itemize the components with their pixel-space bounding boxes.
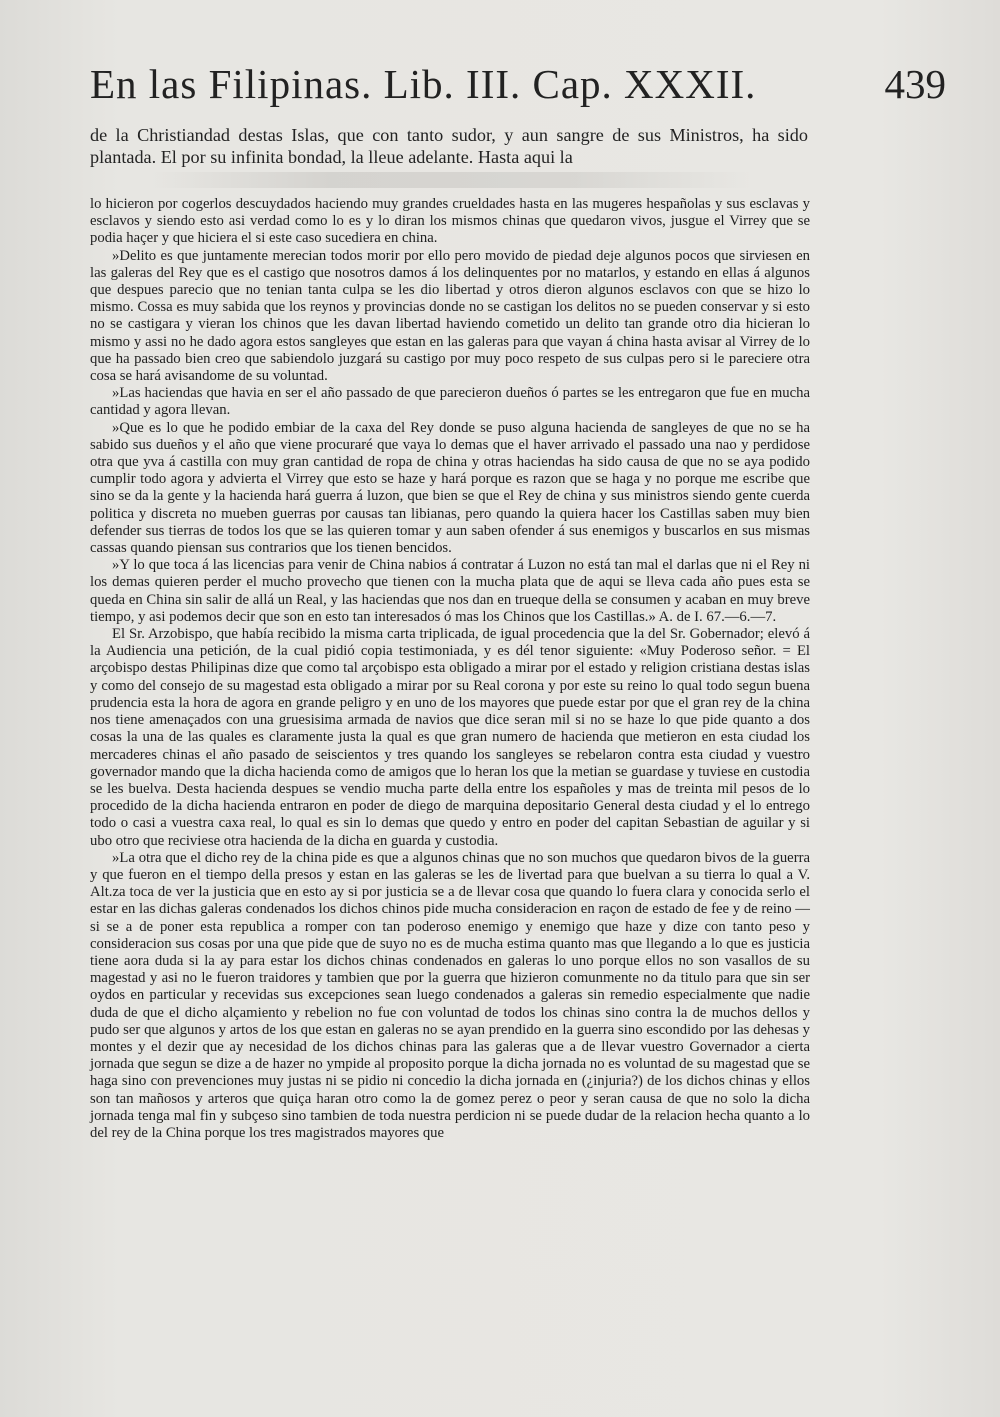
page-number: 439	[884, 61, 946, 107]
paragraph: »Las haciendas que havia en ser el año passado de que parecieron dueños ó partes se les entregaron que fue en mucha cantidad y agora llevan.	[90, 385, 810, 419]
running-title: En las Filipinas. Lib. III. Cap. XXXII.	[90, 61, 757, 107]
paragraph: lo hicieron por cogerlos descuydados haciendo muy grandes crueldades hasta en las mugeres hespañolas y sus esclavas y esclavos y siendo esto asi verdad como lo es y lo diran los mismos chinas que quedaron vivos, jusgue el Virrey que se podia haçer y que hiciera el si este caso sucediera en china.	[90, 196, 810, 247]
paragraph: »Y lo que toca á las licencias para venir de China nabios á contratar á Luzon no está tan mal el darlas que ni el Rey ni los demas quieren perder el mucho provecho que tienen con la mucha plata que de aqui se lleva cada año pues esta se queda en China sin salir de allá un Real, y las haciendas que nos dan en trueque della se consumen y acaban en muy breve tiempo, y asi podemos decir que son en esto tan interesados ó mas los Chinos que los Castillas.» A. de I. 67.—6.—7.	[90, 557, 810, 625]
paragraph: »Que es lo que he podido embiar de la caxa del Rey donde se puso alguna hacienda de sangleyes de que no se ha sabido sus dueños y el año que viene procuraré que vaya lo demas que el haver arrivado el passado una nao y perdidose otra que yva á castilla con muy gran cantidad de ropa de china y otras haciendas ha sido causa de que no se aya podido cumplir todo agora y advierta el Virrey que esto se haze y hará porque es razon que se haga y no porque me escribe que sino se da la gente y la hacienda hará guerra á luzon, que bien se que el Rey de china y sus ministros siendo gente cuerda politica y discreta no mueben guerras por causas tan libianas, pero quando la quiera hacer los Castillas saben muy bien defender sus tierras de todos los que se las quieren tomar y aun saben ofender á sus enemigos y buscarlos en sus mismas cassas quando piensan sus contrarios que los tienen bencidos.	[90, 419, 810, 557]
page-header	[90, 60, 946, 120]
bleed-through-shadow	[150, 172, 750, 188]
paragraph: El Sr. Arzobispo, que había recibido la misma carta triplicada, de igual procedencia que la del Sr. Gobernador; elevó á la Audiencia una petición, de la cual pidió copia testimoniada, y es dél tenor siguiente: «Muy Poderoso señor. = El arçobispo destas Philipinas dize que como tal arçobispo esta obligado a mirar por el estado y religion cristiana destas islas y como del consejo de su magestad esta obligado a mirar por su Real corona y por este su reino lo qual todo segun buena prudencia esta la hora de agora en grande peligro y en uno de los mayores que puede estar por que el gran rey de la china nos tiene amenaçados con una gruesisima armada de navios que dice seran mil si no se haze lo que pide quanto a dos cosas la una de las quales es claramente justa la qual es que gran numero de hacienda que metieron en esta ciudad los mercaderes chinas el año pasado de seiscientos y tres quando los sangleyes se rebelaron contra esta ciudad y vuestro governador mando que la dicha hacienda como de amigos que lo heran los que la metian se guardase y tuviese en custodia se les buelva. Desta hacienda despues se vendio mucha parte della entre los españoles y mas de treinta mil pesos de lo procedido de la dicha hacienda entraron en poder de diego de marquina depositario General desta ciudad y el lo entrego todo o casi a vuestra caxa real, lo qual es sin lo demas que quedo y entro en poder del capitan Sebastian de aguilar y si ubo otro que reciviese otra hacienda de la dicha en guarda y custodia.	[90, 626, 810, 849]
top-paragraph: de la Christiandad destas Islas, que con tanto sudor, y aun sangre de sus Ministros, ha sido plantada. El por su infinita bondad, la lleue adelante. Hasta aqui la	[90, 125, 808, 167]
paragraph: »La otra que el dicho rey de la china pide es que a algunos chinas que no son muchos que quedaron bivos de la guerra y que fueron en el tiempo della presos y estan en las galeras se les de livertad para que buelvan a su tierra lo qual a V. Alt.za toca de ver la justicia que en esto ay si por justicia se a de llevar cosa que quando lo fuera clara y conocida serlo el estar en las dichas galeras condenados los dichos chinos pide mucha consideracion en raçon de estado de fee y de reino — si se a de poner esta republica a romper con tan poderoso enemigo y enemigo que haze y dize con tanto peso y consideracion sus cosas por una que pide que de suyo no es de mucha estima quanto mas que llegando a lo que es justicia tiene aora duda si la ay para estar los dichos chinas condenados en galeras lo uno porque ellos no son vasallos de su magestad y asi no le fueron traidores y tambien que por la guerra que hizieron comunmente no da titulo para que sin ser oydos en particular y recevidas sus excepciones sean luego condenados a galeras sin remedio especialmente que nadie duda de que el dicho alçamiento y rebelion no fue con voluntad de todos los chinas sino contra la de muchos dellos y pudo ser que algunos y artos de los que estan en galeras no se ayan prendido en la guerra sino escondido por las dehesas y montes y el dezir que ay necesidad de los dichos chinas para las galeras que a de llevar vuestro Governador a cierta jornada que segun se dize a de hazer no ympide al proposito porque la dicha jornada no es voluntad de su magestad que se haga sino con prevenciones muy justas ni se pidio ni concedio la dicha jornada en (¿injuria?) de los dichos chinas y ellos son tan mañosos y arteros que quiça haran otro como la de gomez perez o peor y seran causa de que no solo la dicha jornada tenga mal fin y subçeso sino tambien de toda nuestra perdicion ni se puede dudar de la relacion hecha quanto a lo del rey de la China porque los tres magistrados mayores que	[90, 849, 810, 1141]
paragraph: »Delito es que juntamente merecian todos morir por ello pero movido de piedad deje algunos pocos que sirviesen en las galeras del Rey que es el castigo que nosotros damos á los delinquentes por no matarlos, y estando en ellas á algunos que despues parecio que no tenian tanta culpa se les dio libertad y otros dieron algunos esclavos con que se hizo lo mismo. Cossa es muy sabida que los reynos y provincias donde no se castigan los delitos no se pueden conservar y si esto no se castigara y vieran los chinos que les davan libertad haviendo cometido un delito tan grande otro dia hicieran lo mismo y assi no he dado agora estos sangleyes que estan en las galeras para que vayan á china hasta avisar al Virrey de lo que ha passado bien creo que sabiendolo juzgará su castigo por muy poco respeto de sus culpas pero si le pareciere otra cosa se hará avisandome de su voluntad.	[90, 247, 810, 385]
body-text	[90, 196, 810, 1142]
